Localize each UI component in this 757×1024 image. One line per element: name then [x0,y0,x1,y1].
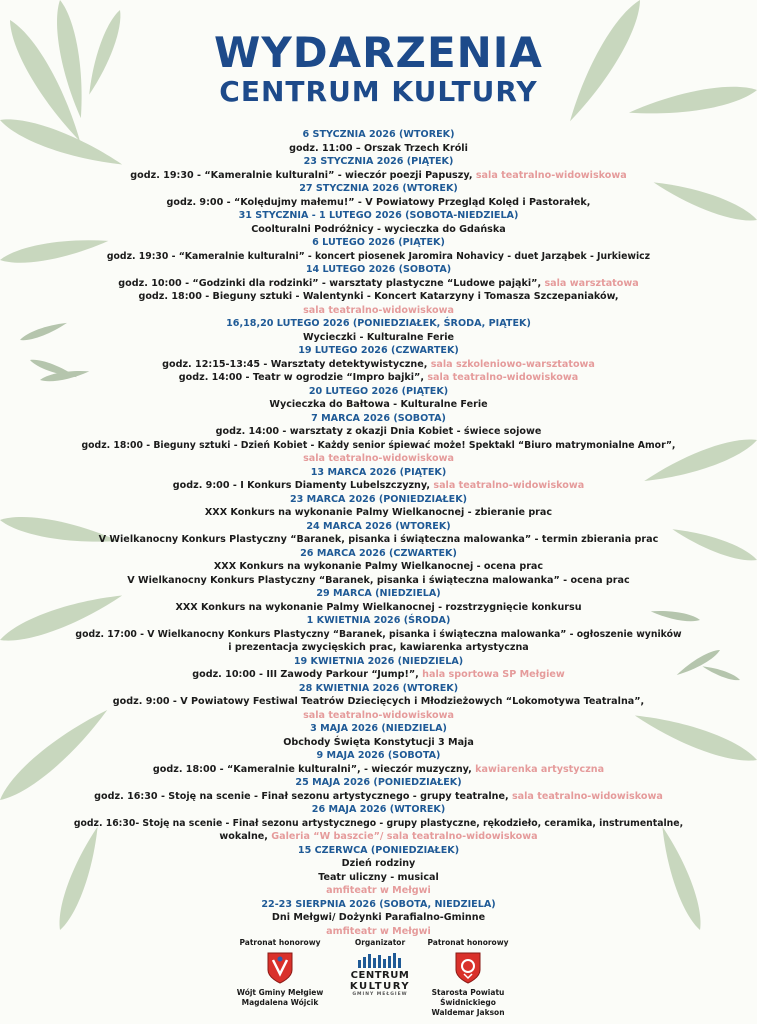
event-date [60,466,697,480]
event-line [60,695,697,709]
event-venue: amfiteatr w Mełgwi [326,885,431,896]
event-text: Wycieczki - Kulturalne Ferie [302,331,455,343]
event-text: Dni Mełgwi/ Dożynki Parafialno-Gminne [271,912,486,923]
event-text: godz. 18:00 - Bieguny sztuki - Dzień Kobiet - Każdy senior śpiewać może! Spektakl “Biuro matrymonialne Amor”, [81,439,676,451]
event-text: 6 LUTEGO 2026 (PIĄTEK) [312,237,445,248]
event-text: 3 MAJA 2026 (NIEDZIELA) [310,723,447,734]
event-line [60,398,697,412]
event-text: 24 MARCA 2026 (WTOREK) [306,520,451,532]
event-line [60,628,697,642]
event-text: godz. 16:30- Stoję na scenie - Finał sezonu artystycznego - grupy plastyczne, rękodzieło, ceramika, instrumentalne, [73,817,684,829]
event-text: XXX Konkurs na wykonanie Palmy Wielkanocnej - ocena prac [213,561,544,572]
event-line [60,371,697,385]
event-venue: sala teatralno-widowiskowa [303,709,454,721]
event-text: godz. 19:30 - “Kameralnie kulturalni” - koncert piosenek Jaromira Nohavicy - duet Jarząbek - Jurkiewicz [106,250,651,262]
event-line [60,709,697,723]
event-text: 19 LUTEGO 2026 (CZWARTEK) [298,345,459,356]
patron-right-line1: Starosta Powiatu [431,988,505,997]
event-line [60,857,697,871]
event-date [60,898,697,912]
event-date [60,614,697,628]
event-line [60,668,697,682]
event-text: 14 LUTEGO 2026 (SOBOTA) [305,264,452,275]
event-text: Obchody Święta Konstytucji 3 Maja [283,736,474,748]
event-text: godz. 17:00 - V Wielkanocny Konkurs Plastyczny “Baranek, pisanka i świąteczna malowanka” - ogłoszenie wyników [75,628,682,640]
centrum-kultury-logo-icon [356,952,404,968]
event-text: Coolturalni Podróżnicy - wycieczka do Gdańska [251,223,506,235]
event-date [60,385,697,399]
event-date [60,155,697,169]
patron-right-line3: Waldemar Jakson [431,1008,505,1017]
event-text: 19 KWIETNIA 2026 (NIEDZIELA) [293,655,464,667]
event-date [60,209,697,223]
event-text: Teatr uliczny - musical [318,871,439,883]
event-line [60,790,697,804]
event-text: godz. 12:15-13:45 - Warsztaty detektywistyczne, [162,358,431,370]
event-text: 23 MARCA 2026 (PONIEDZIAŁEK) [289,493,468,505]
event-text: 31 STYCZNIA - 1 LUTEGO 2026 (SOBOTA-NIEDZIELA) [238,210,519,221]
patron-right-line2: Świdnickiego [440,998,496,1007]
event-text: godz. 14:00 - warsztaty z okazji Dnia Kobiet - świece sojowe [215,426,542,437]
event-venue: sala teatralno-widowiskowa [427,372,579,383]
patron-left-line2: Magdalena Wójcik [241,998,319,1007]
event-venue: sala teatralno-widowiskowa [303,304,454,316]
event-line [60,884,697,898]
event-text: 25 MAJA 2026 (PONIEDZIAŁEK) [295,777,462,788]
event-text: 26 MARCA 2026 (CZWARTEK) [300,547,457,559]
event-text: Dzień rodziny [341,858,416,869]
event-text: XXX Konkurs na wykonanie Palmy Wielkanocnej - zbieranie prac [204,507,553,518]
event-text: Wycieczka do Bałtowa - Kulturalne Ferie [269,399,488,410]
event-line [60,574,697,588]
event-text: 28 KWIETNIA 2026 (WTOREK) [298,682,459,694]
event-text: 22-23 SIERPNIA 2026 (SOBOTA, NIEDZIELA) [261,898,496,910]
event-text: 9 MAJA 2026 (SOBOTA) [316,750,441,761]
event-date [60,844,697,858]
event-line [60,439,697,453]
patron-right [398,938,538,1018]
event-line [60,763,697,777]
event-date [60,776,697,790]
event-text: 16,18,20 LUTEGO 2026 (PONIEDZIAŁEK, ŚRODA, PIĄTEK) [226,318,531,329]
event-date [60,520,697,534]
event-text: 1 KWIETNIA 2026 (ŚRODA) [306,615,451,626]
event-venue: kawiarenka artystyczna [475,763,605,775]
page-title: WYDARZENIA [214,28,543,77]
event-text: godz. 16:30 - Stoję na scenie - Finał sezonu artystycznego - grupy teatralne, [94,790,512,802]
event-line [60,736,697,750]
event-line [60,830,697,844]
event-text: godz. 18:00 - “Kameralnie kulturalni”, - wieczór muzyczny, [152,763,476,775]
event-text: 27 STYCZNIA 2026 (WTOREK) [299,183,458,194]
patron-left-heading: Patronat honorowy [239,938,321,947]
event-date [60,722,697,736]
event-line [60,169,697,183]
event-text: wokalne, [219,831,272,842]
logo-text-gmina: GMINY MEŁGIEW [352,992,408,997]
event-date [60,547,697,561]
event-date [60,412,697,426]
event-line [60,871,697,885]
event-venue: hala sportowa SP Mełgiew [422,669,565,680]
event-date [60,493,697,507]
event-line [60,358,697,372]
event-line [60,560,697,574]
event-line [60,250,697,264]
event-venue: sala teatralno-widowiskowa [303,453,454,464]
event-line [60,641,697,655]
event-line [60,479,697,493]
organizer-heading: Organizator [354,938,406,947]
event-venue: sala teatralno-widowiskowa [511,790,663,802]
event-text: godz. 10:00 - “Godzinki dla rodzinki” - warsztaty plastyczne “Ludowe pająki”, [118,277,545,289]
gmina-crest-icon [267,952,293,984]
event-text: i prezentacja zwycięskich prac, kawiarenka artystyczna [228,642,529,653]
patron-left-line1: Wójt Gminy Mełgiew [236,988,324,997]
event-text: godz. 11:00 – Orszak Trzech Króli [289,142,468,154]
patron-right-heading: Patronat honorowy [427,938,509,947]
event-venue: amfiteatr w Mełgwi [326,925,431,937]
page-subtitle: CENTRUM KULTURY [219,75,538,108]
event-text: godz. 9:00 - V Powiatowy Festiwal Teatrów Dziecięcych i Młodzieżowych “Lokomotywa Teatralna”, [112,696,645,707]
event-line [60,452,697,466]
event-text: godz. 19:30 - “Kameralnie kulturalni” - wieczór poezji Papuszy, [130,169,476,181]
event-date [60,317,697,331]
event-venue: sala warsztatowa [544,277,639,289]
event-line [60,911,697,925]
event-text: 29 MARCA (NIEDZIELA) [316,588,441,599]
event-venue: sala teatralno-widowiskowa [433,480,585,491]
event-line [60,142,697,156]
event-line [60,601,697,615]
event-text: 26 MAJA 2026 (WTOREK) [311,804,446,815]
event-line [60,817,697,831]
event-line [60,290,697,304]
event-text: godz. 10:00 - III Zawody Parkour “Jump!”, [192,669,423,680]
event-text: 7 MARCA 2026 (SOBOTA) [311,412,446,424]
event-text: 15 CZERWCA (PONIEDZIAŁEK) [297,844,460,856]
event-line [60,277,697,291]
event-date [60,655,697,669]
event-date [60,182,697,196]
event-line [60,506,697,520]
event-text: godz. 9:00 - “Kolędujmy małemu!” - V Powiatowy Przegląd Kolęd i Pastorałek, [166,196,591,208]
event-date [60,263,697,277]
event-date [60,344,697,358]
event-text: godz. 14:00 - Teatr w ogrodzie “Impro bajki”, [178,372,428,383]
event-line [60,223,697,237]
logo-text-centrum: CENTRUM [350,970,410,981]
event-date [60,803,697,817]
event-text: XXX Konkurs na wykonanie Palmy Wielkanocnej - rozstrzygnięcie konkursu [175,601,582,613]
event-venue: Galeria “W baszcie”/ sala teatralno-widowiskowa [271,831,538,842]
event-text: V Wielkanocny Konkurs Plastyczny “Baranek, pisanka i świąteczna malowanka” - ocena prac [127,574,630,586]
event-line [60,533,697,547]
event-line [60,304,697,318]
logo-text-kultury: KULTURY [349,981,411,992]
event-text: godz. 9:00 - I Konkurs Diamenty Lubelszczyzny, [172,480,434,491]
event-text: 20 LUTEGO 2026 (PIĄTEK) [308,385,449,397]
event-date [60,587,697,601]
page-header [0,30,757,108]
events-list [60,128,697,938]
event-date [60,749,697,763]
event-text: 6 STYCZNIA 2026 (WTOREK) [302,129,455,140]
event-text: godz. 18:00 - Bieguny sztuki - Walentynki - Koncert Katarzyny i Tomasza Szczepaniaków, [138,291,619,302]
event-date [60,128,697,142]
event-text: 23 STYCZNIA 2026 (PIĄTEK) [303,156,454,167]
event-venue: sala szkoleniowo-warsztatowa [430,358,595,370]
event-line [60,196,697,210]
event-line [60,331,697,345]
event-date [60,682,697,696]
event-venue: sala teatralno-widowiskowa [475,169,627,181]
event-line [60,425,697,439]
event-text: V Wielkanocny Konkurs Plastyczny “Baranek, pisanka i świąteczna malowanka” - termin zbierania prac [98,534,659,545]
event-date [60,236,697,250]
event-text: 13 MARCA 2026 (PIĄTEK) [310,466,447,478]
powiat-crest-icon [455,952,481,984]
footer [0,930,757,1024]
